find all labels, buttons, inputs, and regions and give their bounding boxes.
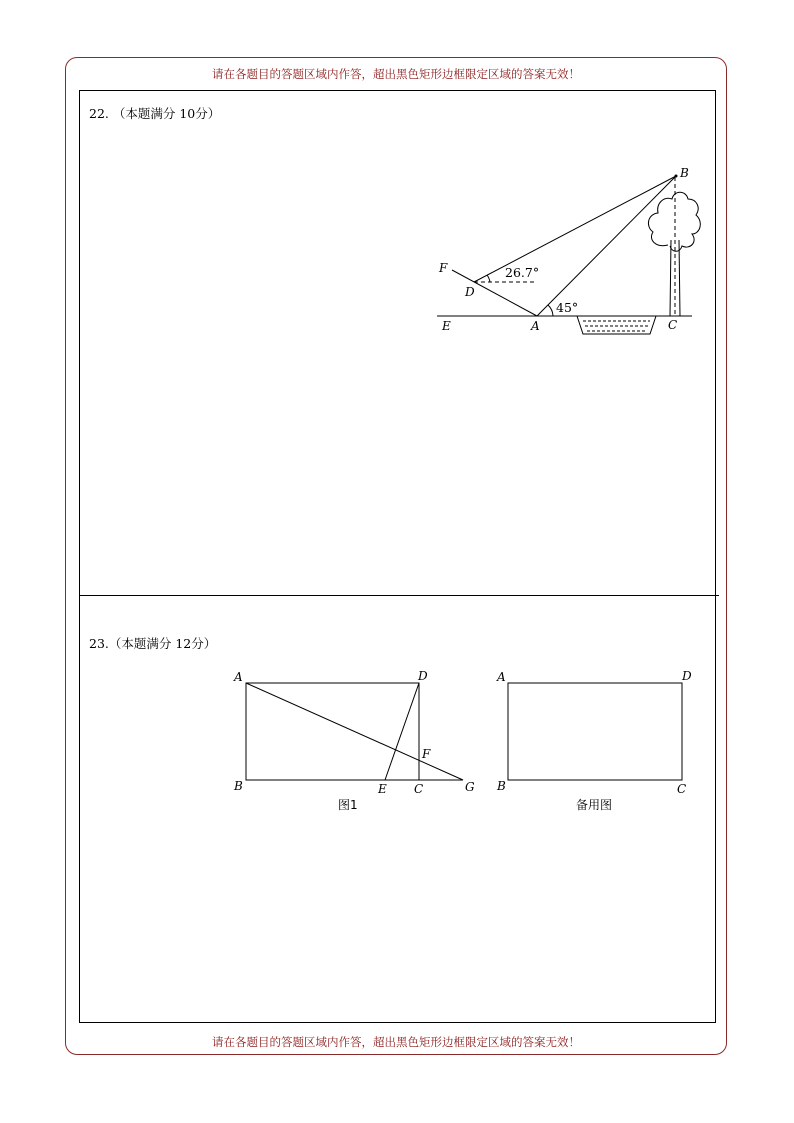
label-C: C [668, 318, 678, 332]
question-22-title: 22. （本题满分 10分） [89, 106, 221, 121]
question-23-title: 23.（本题满分 12分） [89, 636, 217, 651]
label-B: B [680, 166, 689, 180]
fig1-label-A: A [234, 670, 243, 684]
fig1-label-B: B [234, 779, 243, 793]
angle-label-A: 45° [556, 300, 579, 315]
label-D: D [465, 285, 475, 299]
label-E: E [442, 319, 451, 333]
label-A: A [531, 319, 540, 333]
fig1-label-D: D [418, 669, 428, 683]
fig2-label-D: D [682, 669, 692, 683]
spare-rectangle-ABCD [508, 683, 682, 780]
fig1-caption: 图1 [338, 798, 358, 812]
fig1-label-G: G [465, 780, 475, 794]
fig2-label-B: B [497, 779, 506, 793]
fig1-label-E: E [378, 782, 387, 796]
angle-label-D: 26.7° [505, 265, 540, 280]
fig2-label-C: C [677, 782, 687, 796]
fig1-label-C: C [414, 782, 424, 796]
fig2-label-A: A [497, 670, 506, 684]
header-warning: 请在各题目的答题区域内作答，超出黑色矩形边框限定区域的答案无效！ [212, 67, 580, 81]
footer-warning: 请在各题目的答题区域内作答，超出黑色矩形边框限定区域的答案无效！ [212, 1035, 580, 1049]
fig1-label-F: F [422, 747, 431, 761]
fig2-caption: 备用图 [576, 798, 613, 812]
label-F: F [439, 261, 448, 275]
